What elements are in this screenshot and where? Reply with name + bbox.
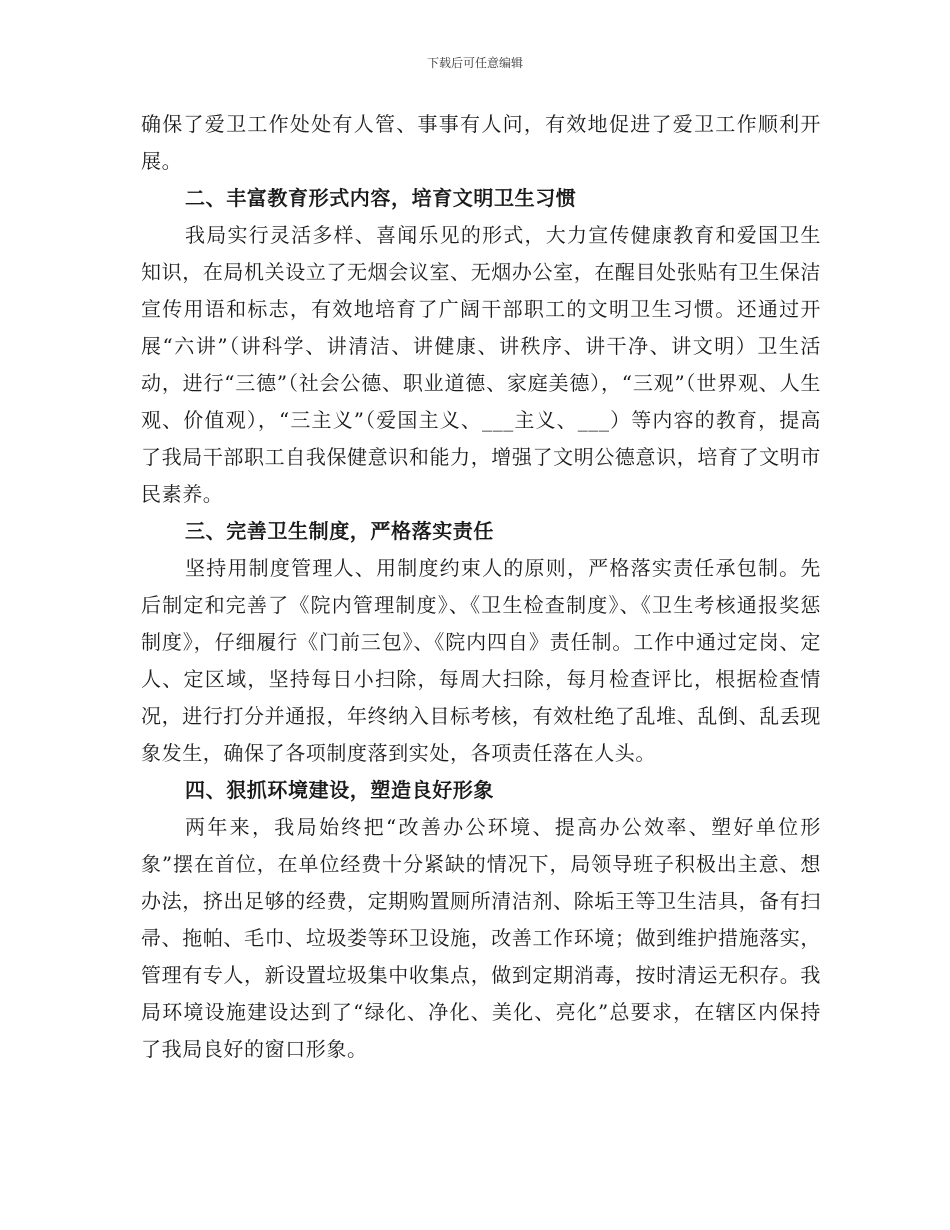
- section-3-paragraph: 坚持用制度管理人、用制度约束人的原则，严格落实责任承包制。先后制定和完善了《院内管理制度》、《卫生检查制度》、《卫生考核通报奖惩制度》，仔细履行《门前三包》、《院内四自》责任制。工作中通过定岗、定人、定区域，坚持每日小扫除，每周大扫除，每月检查评比，根据检查情况，进行打分并通报，年终纳入目标考核，有效杜绝了乱堆、乱倒、乱丢现象发生，确保了各项制度落到实处，各项责任落在人头。: [141, 556, 821, 765]
- section-2-paragraph: 我局实行灵活多样、喜闻乐见的形式，大力宣传健康教育和爱国卫生知识，在局机关设立了无烟会议室、无烟办公室，在醒目处张贴有卫生保洁宣传用语和标志，有效地培育了广阔干部职工的文明卫生习惯。还通过开展“六讲”（讲科学、讲清洁、讲健康、讲秩序、讲干净、讲文明）卫生活动，进行“三德”（社会公德、职业道德、家庭美德），“三观”（世界观、人生观、价值观），“三主义”（爱国主义、___主义、___）等内容的教育，提高了我局干部职工自我保健意识和能力，增强了文明公德意识，培育了文明市民素养。: [141, 223, 821, 506]
- section-4-heading: 四、狠抓环境建设，塑造良好形象: [185, 778, 494, 802]
- intro-paragraph: 确保了爱卫工作处处有人管、事事有人问，有效地促进了爱卫工作顺利开展。: [141, 112, 821, 173]
- document-body: [141, 106, 821, 1068]
- page-header-note: 下载后可任意编辑: [426, 56, 523, 70]
- section-2-heading: 二、丰富教育形式内容，培育文明卫生习惯: [185, 186, 577, 210]
- section-3-heading: 三、完善卫生制度，严格落实责任: [185, 519, 494, 543]
- section-4-paragraph: 两年来，我局始终把“改善办公环境、提高办公效率、塑好单位形象”摆在首位，在单位经费十分紧缺的情况下，局领导班子积极出主意、想办法，挤出足够的经费，定期购置厕所清洁剂、除垢王等卫生洁具，备有扫帚、拖帕、毛巾、垃圾娄等环卫设施，改善工作环境；做到维护措施落实，管理有专人，新设置垃圾集中收集点，做到定期消毒，按时清运无积存。我局环境设施建设达到了“绿化、净化、美化、亮化”总要求，在辖区内保持了我局良好的窗口形象。: [141, 815, 821, 1061]
